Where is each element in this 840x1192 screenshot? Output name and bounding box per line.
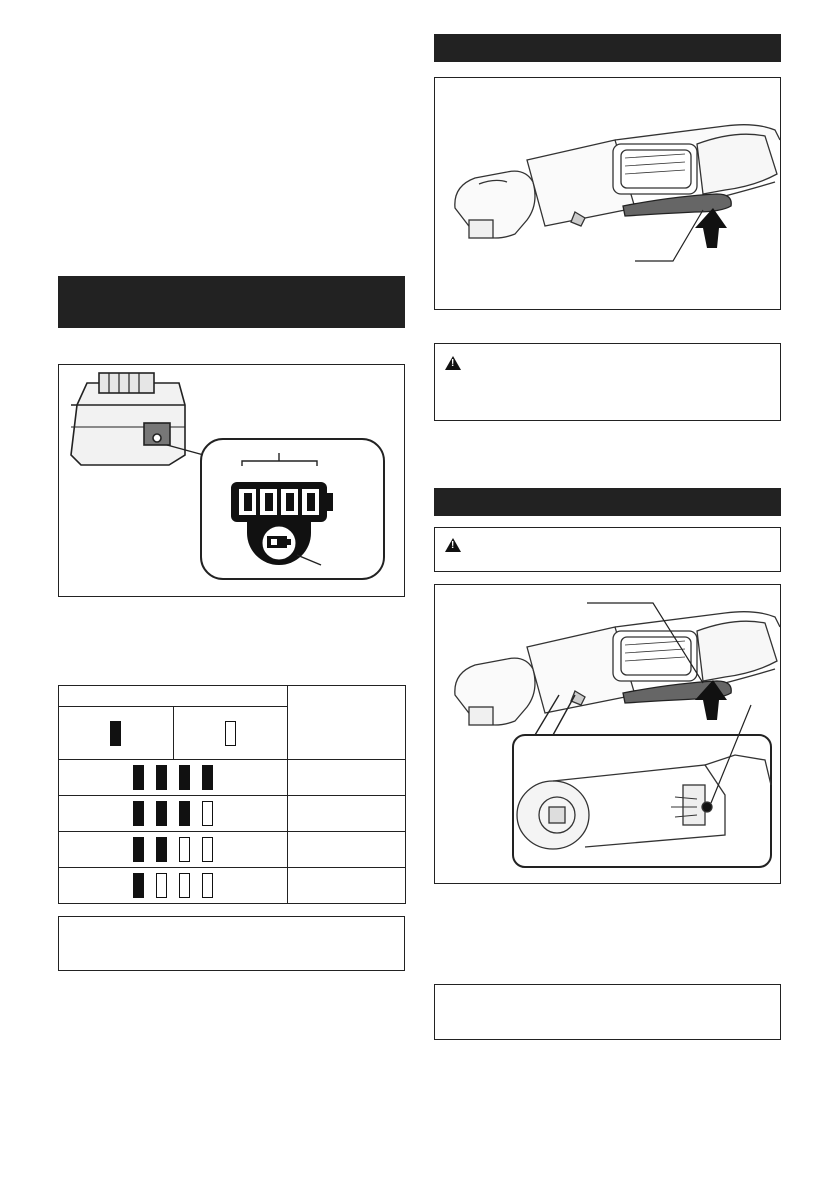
table-row (59, 760, 406, 796)
capacity-cell (288, 868, 406, 904)
lamp-off-icon (156, 873, 167, 898)
legend-lit-cell (59, 707, 174, 760)
lamp-lit-icon (156, 837, 167, 862)
tool-figure-1 (434, 77, 781, 310)
lamps-cell-4 (59, 760, 288, 796)
lamp-off-icon (202, 873, 213, 898)
angle-impact-driver-light-icon (435, 585, 780, 883)
note-box-left (58, 916, 405, 971)
lamps-cell-2 (59, 832, 288, 868)
warning-box-2 (434, 527, 781, 572)
warning-box-1 (434, 343, 781, 421)
battery-level-table (58, 685, 406, 904)
lamp-lit-icon (179, 801, 190, 826)
lamp-off-icon (202, 837, 213, 862)
table-header-lamps (59, 686, 288, 707)
table-row (59, 796, 406, 832)
capacity-cell (288, 832, 406, 868)
battery-indicator-icon (59, 365, 404, 596)
table-header-capacity (288, 686, 406, 760)
tool-figure-2 (434, 584, 781, 884)
lamp-lit-icon (156, 765, 167, 790)
lamp-lit-icon (133, 837, 144, 862)
battery-figure (58, 364, 405, 597)
lamp-lit-icon (202, 765, 213, 790)
lamps-cell-1 (59, 868, 288, 904)
angle-impact-driver-trigger-icon (435, 78, 780, 309)
lamp-lit-icon (156, 801, 167, 826)
lamp-lit-icon (133, 801, 144, 826)
lamp-off-icon (202, 801, 213, 826)
warning-triangle-icon (445, 538, 461, 552)
lamp-lit-icon (133, 873, 144, 898)
capacity-cell (288, 760, 406, 796)
right-section-heading-band-1 (434, 34, 781, 62)
note-box-right (434, 984, 781, 1040)
legend-off-cell (173, 707, 288, 760)
lamp-off-icon (225, 721, 236, 746)
table-row (59, 868, 406, 904)
lamp-off-icon (179, 873, 190, 898)
warning-triangle-icon (445, 356, 461, 370)
lamp-off-icon (179, 837, 190, 862)
table-row (59, 832, 406, 868)
lamps-cell-3 (59, 796, 288, 832)
lamp-lit-icon (133, 765, 144, 790)
lamp-lit-icon (110, 721, 121, 746)
left-section-heading-band (58, 276, 405, 328)
right-section-heading-band-2 (434, 488, 781, 516)
lamp-lit-icon (179, 765, 190, 790)
capacity-cell (288, 796, 406, 832)
